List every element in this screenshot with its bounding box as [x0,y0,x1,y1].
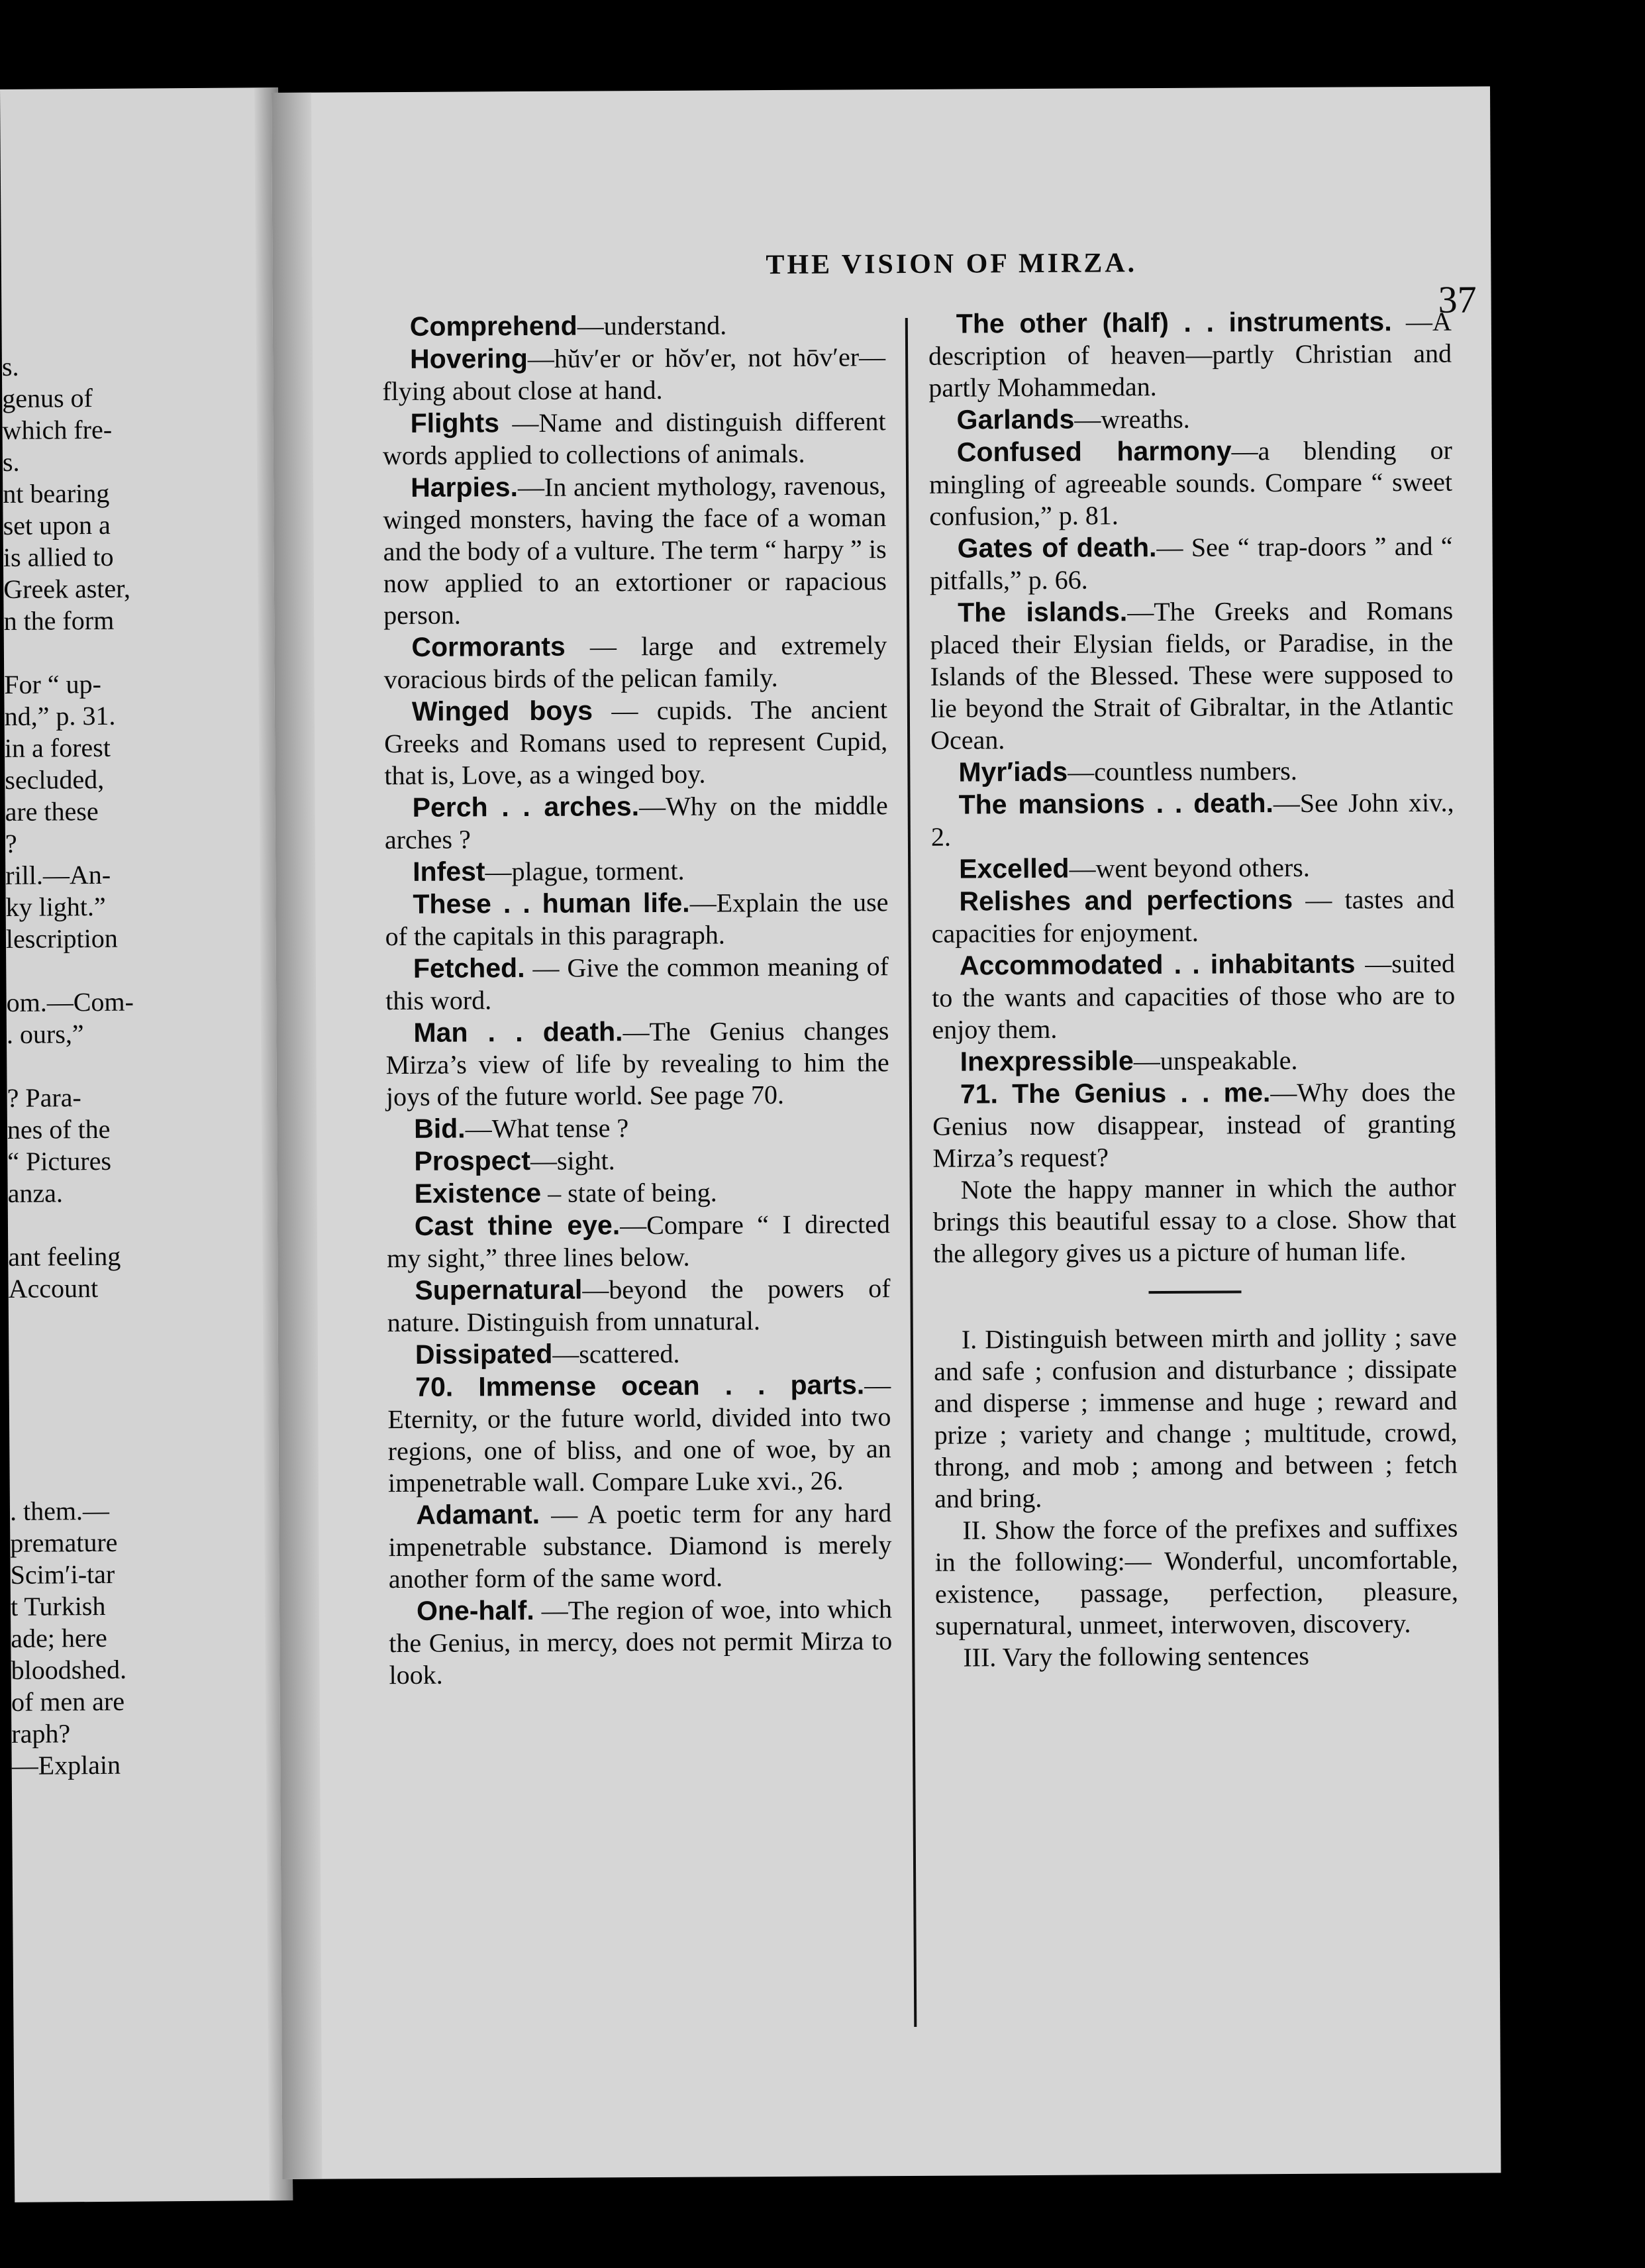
left-page-line [7,1049,245,1082]
left-page-line: are these [5,796,99,827]
entry-term: Perch . . arches. [412,791,640,823]
entry-definition: II. Show the force of the prefixes and suffixes in the following:— Wonderful, uncomfortable, existence, passage, perfection, pleasure, supernatural, unmeet, interwoven, discovery. [934,1512,1458,1641]
left-page-line [9,1430,248,1464]
left-page-line: lescription [5,923,118,954]
glossary-entry [387,1368,891,1499]
left-page-line: ade; here [11,1622,107,1653]
entry-term: Comprehend [409,310,577,342]
entry-term: Flights [410,407,500,438]
glossary-entry [930,754,1454,789]
entry-definition: III. Vary the following sentences [963,1640,1309,1673]
left-page-line: anza. [7,1178,64,1208]
entry-term: Harpies. [411,472,519,503]
glossary-entry [931,786,1454,853]
entry-term: Accommodated . . inhabitants [959,948,1356,981]
glossary-entry [385,789,888,856]
entry-definition: —plague, torment. [485,855,685,887]
left-page-line: nd,” p. 31. [4,700,116,731]
glossary-entry [928,305,1452,404]
glossary-entry [382,340,885,407]
entry-term: Myr′iads [958,756,1068,788]
left-page-line: set upon a [3,509,111,541]
glossary-entry [928,401,1452,437]
left-page-line: which fre- [2,414,113,445]
left-page-line: n the form [3,605,115,636]
entry-term: Infest [413,856,485,887]
left-page-line: ant feeling [8,1241,121,1272]
entry-definition: —countless numbers. [1068,755,1297,787]
left-page-line [9,1366,247,1400]
left-page-line [8,1208,246,1241]
entry-term: One-half. [416,1594,534,1626]
left-page-line: in a forest [4,732,111,763]
left-page-line: . ours,” [6,1019,84,1049]
entry-definition: —scattered. [552,1338,680,1369]
right-column-notes [928,305,1457,1270]
left-page-line [9,1335,247,1368]
glossary-entry [934,1321,1458,1515]
entry-term: Relishes and perfections [959,884,1293,917]
glossary-entry [932,947,1456,1046]
left-page-line: ? Para- [7,1082,81,1113]
entry-term: Cormorants [411,631,566,662]
entry-term: The other (half) . . instruments. [956,306,1392,339]
entry-term: Man . . death. [413,1016,623,1048]
glossary-entry [931,883,1454,950]
glossary-entry [933,1172,1457,1270]
entry-definition: —Explain the use of the capitals in this paragraph. [385,887,889,952]
exercises [934,1321,1459,1674]
left-page-line: s. [1,351,19,382]
column-divider [905,318,917,2027]
glossary-entry [384,693,888,792]
left-page-line: Scim′i-tar [10,1559,115,1590]
glossary-entry [932,1076,1456,1174]
entry-term: Cast thine eye. [414,1210,621,1241]
glossary-entry [387,1272,890,1339]
entry-term: Gates of death. [957,532,1157,564]
left-page-line: rill.—An- [5,859,111,890]
entry-term: Bid. [414,1113,466,1144]
entry-definition: —beyond the powers of nature. Distinguish from unnatural. [387,1273,891,1338]
glossary-entry [385,1014,889,1113]
entry-definition: —Name and distinguish different words applied to collections of animals. [382,406,886,471]
entry-term: Prospect [414,1145,531,1176]
entry-definition: — Give the common meaning of this word. [385,951,889,1016]
entry-term: These . . human life. [413,887,690,919]
glossary-entry [382,405,885,472]
entry-definition: —A description of heaven—partly Christian and partly Mohammedan. [928,306,1452,403]
left-page-line: bloodshed. [11,1654,127,1685]
entry-definition: —unspeakable. [1133,1045,1298,1076]
entry-definition: —Why does the Genius now disappear, instead of granting Mirza’s request? [932,1076,1456,1173]
entry-definition: Note the happy manner in which the author brings this beautiful essay to a close. Show that the allegory gives us a picture of human life. [932,1172,1457,1268]
left-page-line: raph? [11,1718,71,1749]
left-page-line: t Turkish [10,1590,106,1622]
glossary-entry [382,308,885,343]
left-page-line: For “ up- [4,668,102,699]
section-rule [1148,1290,1241,1294]
entry-term: Winged boys [411,695,593,727]
left-page-line: is allied to [3,541,114,572]
left-page-line: ky light.” [5,891,106,922]
glossary-entry [935,1639,1458,1674]
entry-definition: —The region of woe, into which the Genius, in mercy, does not permit Mirza to look. [389,1594,893,1690]
entry-term: The mansions . . death. [958,788,1273,820]
glossary-entry [387,1175,890,1210]
entry-definition: I. Distinguish between mirth and jollity ; save and safe ; confusion and disturbance ; dissipate and disperse ; immense and huge ; reward and prize ; variety and change ; multitude, crowd, throng, and mob ; among and between ; fetch and bring. [934,1321,1458,1514]
entry-definition: —suited to the wants and capacities of those who are to enjoy them. [932,948,1456,1045]
glossary-entry [383,469,887,631]
left-page-line: Account [8,1273,99,1304]
left-page-text [1,349,267,1780]
entry-term: Dissipated [415,1338,553,1370]
left-column [382,308,893,1691]
entry-definition: —What tense ? [465,1113,629,1144]
entry-definition: —See John xiv., 2. [930,787,1454,852]
entry-definition: —hŭv′er or hŏv′er, not hōv′er—flying about close at hand. [382,342,886,407]
glossary-entry [932,1043,1456,1078]
book-page [272,86,1501,2179]
entry-definition: — A poetic term for any hard impenetrable substance. Diamond is merely another form of the same word. [388,1498,892,1594]
entry-definition: — cupids. The ancient Greeks and Romans used to represent Cupid, that is, Love, as a winged boy. [384,694,888,791]
entry-definition: —went beyond others. [1069,852,1310,884]
entry-term: Garlands [956,403,1075,435]
left-page-line: Greek aster, [3,573,131,604]
left-page-line [9,1462,248,1496]
left-page-line: om.—Com- [6,986,134,1017]
page-number: 37 [1438,278,1477,321]
adjacent-left-page [0,87,293,2202]
glossary-entry [386,1110,889,1145]
entry-term: 70. Immense ocean . . parts. [415,1369,865,1402]
glossary-entry [931,850,1454,886]
entry-definition: —The Genius changes Mirza’s view of life by revealing to him the joys of the future world. See page 70. [385,1015,889,1112]
entry-term: Existence [414,1177,542,1209]
glossary-entry [389,1592,893,1691]
entry-term: The islands. [958,596,1128,628]
left-page-line: nes of the [7,1113,111,1145]
left-page-line [6,953,244,987]
glossary-entry [387,1336,891,1371]
entry-definition: —The Greeks and Romans placed their Elysian fields, or Paradise, in the Islands of the Blessed. These were supposed to lie beyond the Strait of Gibraltar, in the Atlantic Ocean. [930,595,1454,755]
left-page-line: “ Pictures [7,1145,112,1176]
left-page-line: nt bearing [3,478,110,509]
left-page-line: secluded, [5,764,105,795]
entry-definition: —sight. [530,1145,615,1176]
running-header: THE VISION OF MIRZA. [766,248,1138,281]
entry-term: Excelled [959,852,1070,884]
entry-term: Inexpressible [960,1045,1134,1077]
left-page-line: —Explain [11,1749,121,1780]
glossary-entry [387,1208,890,1274]
glossary-entry [388,1496,892,1595]
entry-definition: — See “ trap-doors ” and “ pitfalls,” p. 66. [929,531,1453,595]
glossary-entry [385,853,888,888]
entry-definition: —a blending or mingling of agreeable sounds. Compare “ sweet confusion,” p. 81. [928,435,1453,531]
left-page-line: genus of [2,383,93,413]
left-page-line: premature [10,1527,118,1558]
entry-term: Hovering [409,342,528,374]
left-page-line: s. [2,446,20,477]
glossary-entry [929,530,1452,597]
right-column [928,305,1459,1674]
left-page-line [9,1398,248,1432]
entry-definition: — large and extremely voracious birds of the pelican family. [383,630,887,695]
glossary-entry [385,950,889,1017]
entry-term: Adamant. [416,1498,540,1530]
glossary-entry [930,594,1454,756]
left-page-line [4,635,242,669]
entry-definition: – state of being. [541,1177,717,1208]
left-page-line: of men are [11,1686,125,1717]
entry-term: Fetched. [413,953,525,984]
entry-definition: —understand. [577,310,727,341]
entry-definition: —In ancient mythology, ravenous, winged monsters, having the face of a woman and the body of a vulture. The term “ harpy ” is now applied to an extortioner or rapacious person. [383,470,887,631]
entry-definition: —wreaths. [1074,403,1190,435]
entry-term: 71. The Genius . . me. [960,1077,1271,1109]
left-page-line: ? [5,828,17,858]
left-page-line: . them.— [9,1495,110,1526]
glossary-entry [385,886,888,953]
entry-definition: —Eternity, or the future world, divided into two regions, one of bliss, and one of woe, by an impenetrable wall. Compare Luke xvi., 26. [387,1370,891,1498]
entry-definition: —Why on the middle arches ? [384,790,888,855]
left-page-line [9,1303,247,1337]
entry-term: Supernatural [415,1274,583,1306]
glossary-entry [383,629,887,696]
glossary-entry [929,434,1453,533]
entry-definition: — tastes and capacities for enjoyment. [931,884,1455,949]
glossary-entry [386,1143,889,1178]
entry-term: Confused harmony [956,435,1232,468]
glossary-entry [934,1512,1458,1642]
entry-definition: —Compare “ I directed my sight,” three lines below. [387,1209,891,1274]
